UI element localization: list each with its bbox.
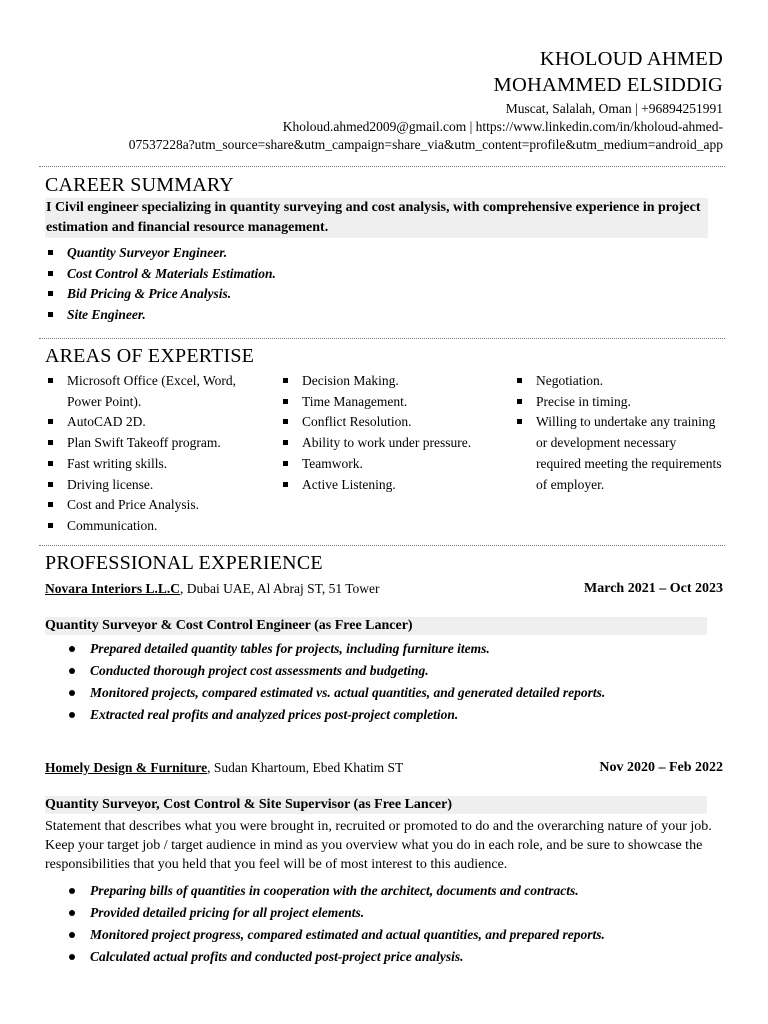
job-2-header xyxy=(45,759,723,777)
email-linkedin-line-1[interactable]: Kholoud.ahmed2009@gmail.com | https://www.linkedin.com/in/kholoud-ahmed- xyxy=(282,119,723,134)
list-item: Time Management. xyxy=(280,392,490,413)
career-summary-heading: CAREER SUMMARY xyxy=(45,174,234,196)
list-item: Cost and Price Analysis. xyxy=(45,495,265,516)
name-line-1: KHOLOUD AHMED xyxy=(539,48,723,70)
list-item: AutoCAD 2D. xyxy=(45,412,265,433)
professional-experience-heading: PROFESSIONAL EXPERIENCE xyxy=(45,552,323,574)
list-item: Monitored project progress, compared estimated and actual quantities, and prepared reports. xyxy=(67,924,605,946)
contact-block xyxy=(43,100,723,154)
job-1-location: , Dubai UAE, Al Abraj ST, 51 Tower xyxy=(180,581,380,596)
job-1-dates: March 2021 – Oct 2023 xyxy=(584,581,723,596)
expertise-column-3 xyxy=(514,371,724,495)
list-item: Willing to undertake any training or development necessary required meeting the requirements of employer. xyxy=(514,412,724,495)
job-2-location: , Sudan Khartoum, Ebed Khatim ST xyxy=(207,760,404,775)
list-item: Conflict Resolution. xyxy=(280,412,490,433)
list-item: Active Listening. xyxy=(280,475,490,496)
list-item: Provided detailed pricing for all project elements. xyxy=(67,902,605,924)
job-2-bullets xyxy=(67,880,605,968)
expertise-column-2 xyxy=(280,371,490,495)
job-2-dates: Nov 2020 – Feb 2022 xyxy=(599,760,723,775)
divider xyxy=(39,545,725,546)
job-2-company: Homely Design & Furniture xyxy=(45,760,208,775)
list-item: Microsoft Office (Excel, Word, Power Point). xyxy=(45,371,265,412)
list-item: Bid Pricing & Price Analysis. xyxy=(45,284,276,305)
list-item: Ability to work under pressure. xyxy=(280,433,490,454)
list-item: Monitored projects, compared estimated vs. actual quantities, and generated detailed reports. xyxy=(67,682,605,704)
list-item: Decision Making. xyxy=(280,371,490,392)
list-item: Fast writing skills. xyxy=(45,454,265,475)
list-item: Conducted thorough project cost assessments and budgeting. xyxy=(67,660,605,682)
list-item: Site Engineer. xyxy=(45,305,276,326)
list-item: Driving license. xyxy=(45,475,265,496)
name-line-2: MOHAMMED ELSIDDIG xyxy=(493,74,723,96)
expertise-column-1 xyxy=(45,371,265,537)
list-item: Teamwork. xyxy=(280,454,490,475)
key-skills-list xyxy=(45,243,276,325)
email-linkedin-line-2[interactable]: 07537228a?utm_source=share&utm_campaign=share_via&utm_content=profile&utm_medium=android_app xyxy=(128,137,723,152)
divider xyxy=(39,166,725,167)
list-item: Calculated actual profits and conducted post-project price analysis. xyxy=(67,946,605,968)
location-phone: Muscat, Salalah, Oman | +96894251991 xyxy=(505,101,723,116)
career-summary-text: I Civil engineer specializing in quantity surveying and cost analysis, with comprehensive experience in project estimation and financial resource management. xyxy=(45,198,708,238)
areas-of-expertise-heading: AREAS OF EXPERTISE xyxy=(45,345,255,367)
list-item: Precise in timing. xyxy=(514,392,724,413)
list-item: Plan Swift Takeoff program. xyxy=(45,433,265,454)
list-item: Prepared detailed quantity tables for projects, including furniture items. xyxy=(67,638,605,660)
job-1-header xyxy=(45,580,723,598)
list-item: Communication. xyxy=(45,516,265,537)
job-1-bullets xyxy=(67,638,605,726)
job-1-company: Novara Interiors L.L.C xyxy=(45,581,180,596)
list-item: Preparing bills of quantities in cooperation with the architect, documents and contracts. xyxy=(67,880,605,902)
list-item: Extracted real profits and analyzed prices post-project completion. xyxy=(67,704,605,726)
list-item: Quantity Surveyor Engineer. xyxy=(45,243,276,264)
job-2-statement: Statement that describes what you were brought in, recruited or promoted to do and the overarching nature of your job. Keep your target job / target audience in mind as you overview what you do in each role, and be sure to showcase the responsibilities that you held that you feel will be of most interest to this audience. xyxy=(45,819,712,872)
job-2-role: Quantity Surveyor, Cost Control & Site Supervisor (as Free Lancer) xyxy=(45,796,707,814)
list-item: Cost Control & Materials Estimation. xyxy=(45,264,276,285)
resume-header xyxy=(43,46,723,154)
list-item: Negotiation. xyxy=(514,371,724,392)
divider xyxy=(39,338,725,339)
job-1-role: Quantity Surveyor & Cost Control Engineer (as Free Lancer) xyxy=(45,617,707,635)
